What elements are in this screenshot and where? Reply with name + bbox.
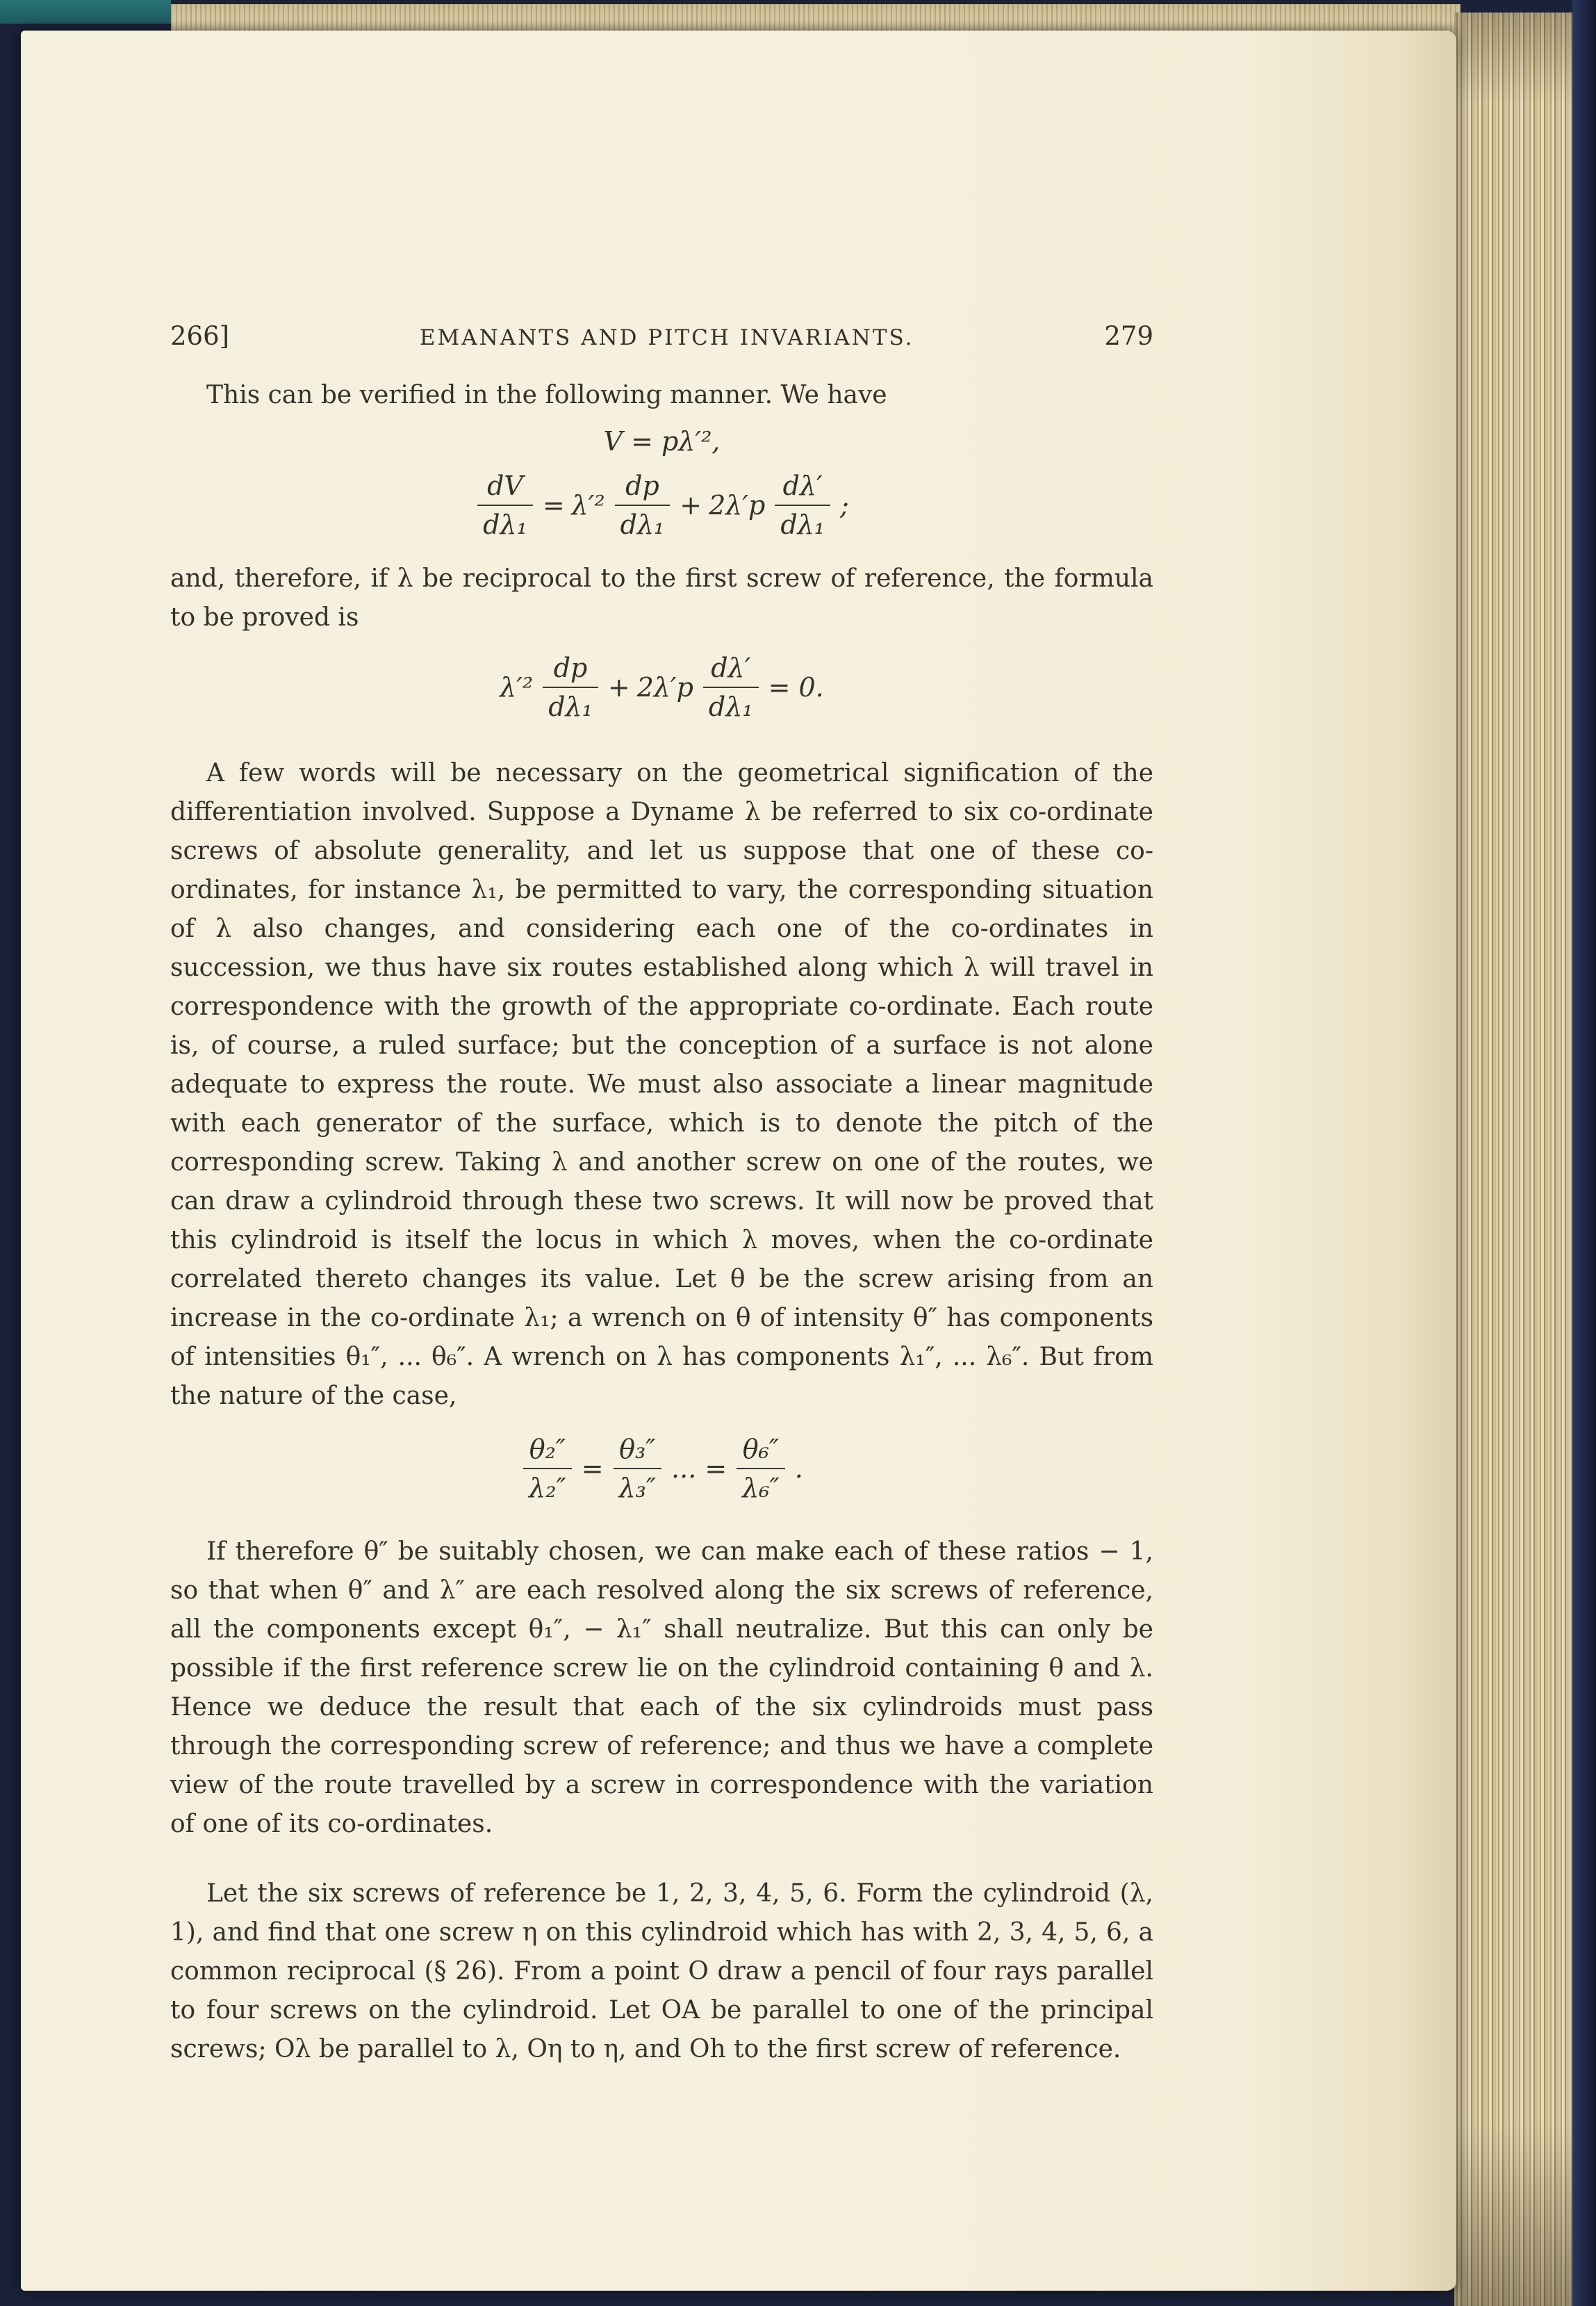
book-top-page-edges xyxy=(171,4,1461,33)
plus-sign: + xyxy=(680,490,702,521)
page-number: 279 xyxy=(1104,321,1153,351)
fraction-numerator: dp xyxy=(543,653,598,688)
fraction-denominator: λ₆″ xyxy=(742,1473,780,1503)
fraction-numerator: dV xyxy=(477,471,533,506)
book-cover-right xyxy=(1572,0,1596,2306)
fraction xyxy=(737,1434,785,1503)
coefficient: λ′² xyxy=(571,490,605,521)
fraction xyxy=(614,1434,662,1503)
equation-tail: . xyxy=(794,1453,803,1484)
fraction xyxy=(615,471,671,540)
equals-sign: = xyxy=(581,1453,604,1484)
equation-1: V = pλ′², xyxy=(603,426,721,457)
plus-sign: + xyxy=(607,672,630,703)
fraction-denominator: dλ₁ xyxy=(708,692,753,722)
running-title: EMANANTS AND PITCH INVARIANTS. xyxy=(419,325,914,350)
ellipsis-equals: ... = xyxy=(671,1453,727,1484)
coefficient: 2λ′p xyxy=(636,672,693,703)
fraction xyxy=(477,471,533,540)
coefficient: 2λ′p xyxy=(709,490,766,521)
fraction-denominator: dλ₁ xyxy=(780,509,825,540)
fraction xyxy=(775,471,830,540)
book-page xyxy=(21,31,1456,2291)
paragraph-2: and, therefore, if λ be reciprocal to the first screw of reference, the formula to be proved is xyxy=(170,564,1153,632)
book-fore-edge-page-stack xyxy=(1454,13,1572,2306)
fraction-denominator: dλ₁ xyxy=(483,509,527,540)
equation-4 xyxy=(170,1434,1153,1503)
fraction-denominator: dλ₁ xyxy=(620,509,665,540)
fraction-denominator: λ₂″ xyxy=(529,1473,566,1503)
fraction xyxy=(543,653,598,722)
fraction-numerator: θ₆″ xyxy=(737,1434,785,1469)
fraction-numerator: θ₃″ xyxy=(614,1434,662,1469)
fraction-numerator: θ₂″ xyxy=(523,1434,572,1469)
equation-tail: ; xyxy=(840,490,849,521)
fraction-numerator: dλ′ xyxy=(775,471,830,506)
fraction-denominator: λ₃″ xyxy=(618,1473,657,1503)
equation-tail: = 0. xyxy=(768,672,824,703)
page-content xyxy=(170,321,1153,2069)
equation-3 xyxy=(170,653,1153,722)
paragraph-1: This can be verified in the following manner. We have xyxy=(206,381,887,409)
fraction xyxy=(703,653,759,722)
page-header xyxy=(170,321,1153,351)
equation-2 xyxy=(170,471,1153,540)
equals-sign: = xyxy=(542,490,565,521)
fraction-numerator: dp xyxy=(615,471,671,506)
fraction xyxy=(523,1434,572,1503)
fraction-denominator: dλ₁ xyxy=(548,692,593,722)
section-number: 266] xyxy=(170,321,230,351)
paragraph-5: Let the six screws of reference be 1, 2, 3, 4, 5, 6. Form the cylindroid (λ, 1), and find that one screw η on this cylindroid which has with 2, 3, 4, 5, 6, a common reciprocal (§ 26). From a point O draw a pencil of four rays parallel to four screws on the cylindroid. Let OA be parallel to one of the principal screws; Oλ be parallel to λ, Oη to η, and Oh to the first screw of reference. xyxy=(170,1879,1153,2063)
paragraph-4: If therefore θ″ be suitably chosen, we can make each of these ratios − 1, so that when θ″ and λ″ are each resolved along the six screws of reference, all the components except θ₁″, − λ₁″ shall neutralize. But this can only be possible if the first reference screw lie on the cylindroid containing θ and λ. Hence we deduce the result that each of the six cylindroids must pass through the corresponding screw of reference; and thus we have a complete view of the route travelled by a screw in correspondence with the variation of one of its co-ordinates. xyxy=(170,1537,1153,1838)
paragraph-3: A few words will be necessary on the geometrical signification of the differentiation involved. Suppose a Dyname λ be referred to six co-ordinate screws of absolute generality, and let us suppose that one of these co-ordinates, for instance λ₁, be permitted to vary, the corresponding situation of λ also changes, and considering each one of the co-ordinates in succession, we thus have six routes established along which λ will travel in correspondence with the growth of the appropriate co-ordinate. Each route is, of course, a ruled surface; but the conception of a surface is not alone adequate to express the route. We must also associate a linear magnitude with each generator of the surface, which is to denote the pitch of the corresponding screw. Taking λ and another screw on one of the routes, we can draw a cylindroid through these two screws. It will now be proved that this cylindroid is itself the locus in which λ moves, when the co-ordinate correlated thereto changes its value. Let θ be the screw arising from an increase in the co-ordinate λ₁; a wrench on θ of intensity θ″ has components of intensities θ₁″, ... θ₆″. A wrench on λ has components λ₁″, ... λ₆″. But from the nature of the case, xyxy=(170,759,1153,1410)
coefficient: λ′² xyxy=(500,672,534,703)
book-cover-corner xyxy=(0,0,171,24)
fraction-numerator: dλ′ xyxy=(703,653,759,688)
